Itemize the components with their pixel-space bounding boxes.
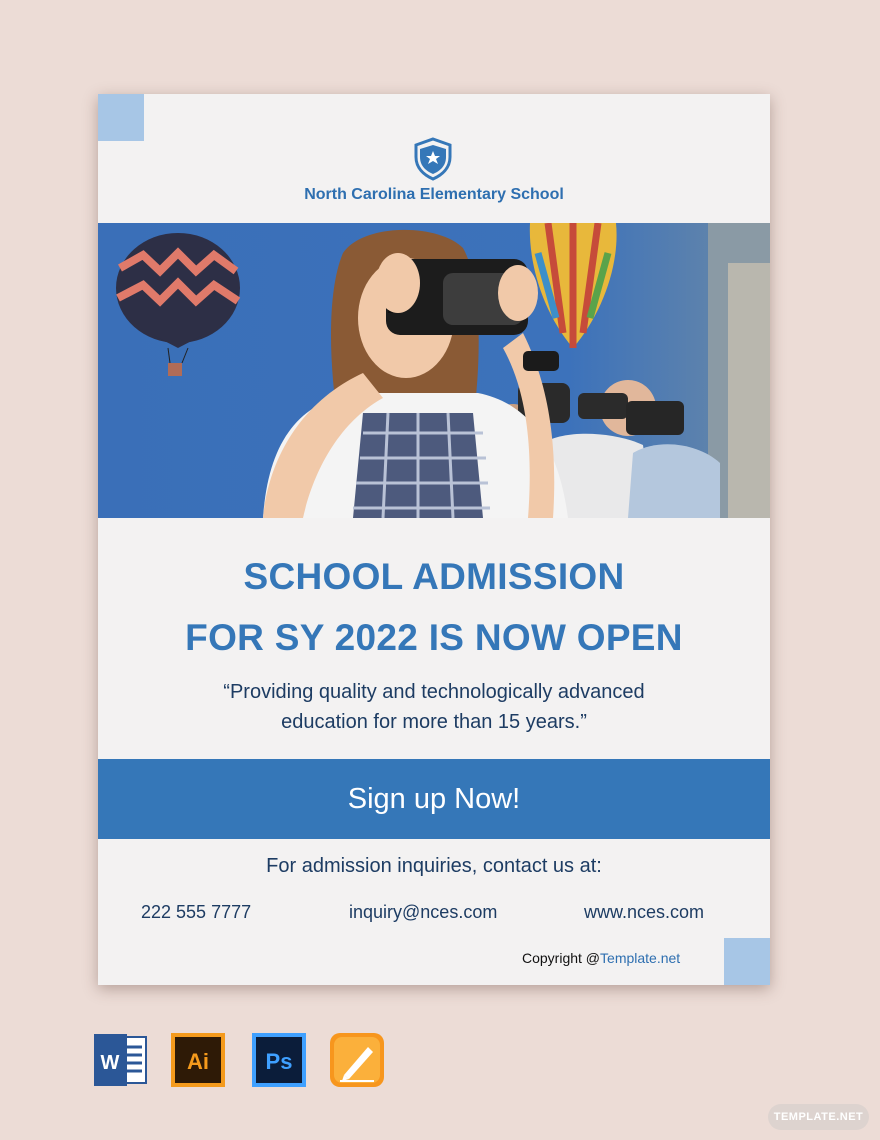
word-icon-label: W [100,1052,120,1074]
photoshop-icon[interactable] [252,1033,306,1087]
tagline-quote [138,677,730,737]
school-name: North Carolina Elementary School [304,186,564,203]
pages-icon[interactable] [330,1033,384,1087]
corner-accent-bottom-right [724,938,770,985]
admission-flyer [98,94,770,985]
hero-photo-students-vr [98,223,770,518]
contact-phone: 222 555 7777 [141,902,252,922]
inquiry-text: For admission inquiries, contact us at: [266,855,602,877]
corner-accent-top-left [98,94,144,141]
word-icon[interactable] [94,1033,148,1087]
quote-line-2: education for more than 15 years.” [281,711,587,733]
app-format-icons [0,1033,880,1087]
contact-website[interactable]: www.nces.com [584,902,705,922]
quote-line-1: “Providing quality and technologically advanced [223,681,645,703]
template-net-watermark: TEMPLATE.NET [768,1104,869,1130]
illustrator-icon-label: Ai [187,1049,209,1074]
illustrator-icon[interactable] [171,1033,225,1087]
headline-line-2: FOR SY 2022 IS NOW OPEN [185,617,683,658]
headline-line-1: SCHOOL ADMISSION [243,556,625,597]
copyright-notice [522,950,680,966]
headline [98,546,770,668]
copyright-prefix: Copyright @ [522,950,601,966]
contact-email[interactable]: inquiry@nces.com [349,902,498,922]
sign-up-button[interactable]: Sign up Now! [98,759,770,839]
copyright-link[interactable]: Template.net [600,950,681,966]
school-shield-logo-icon [413,137,453,181]
photoshop-icon-label: Ps [265,1049,293,1074]
